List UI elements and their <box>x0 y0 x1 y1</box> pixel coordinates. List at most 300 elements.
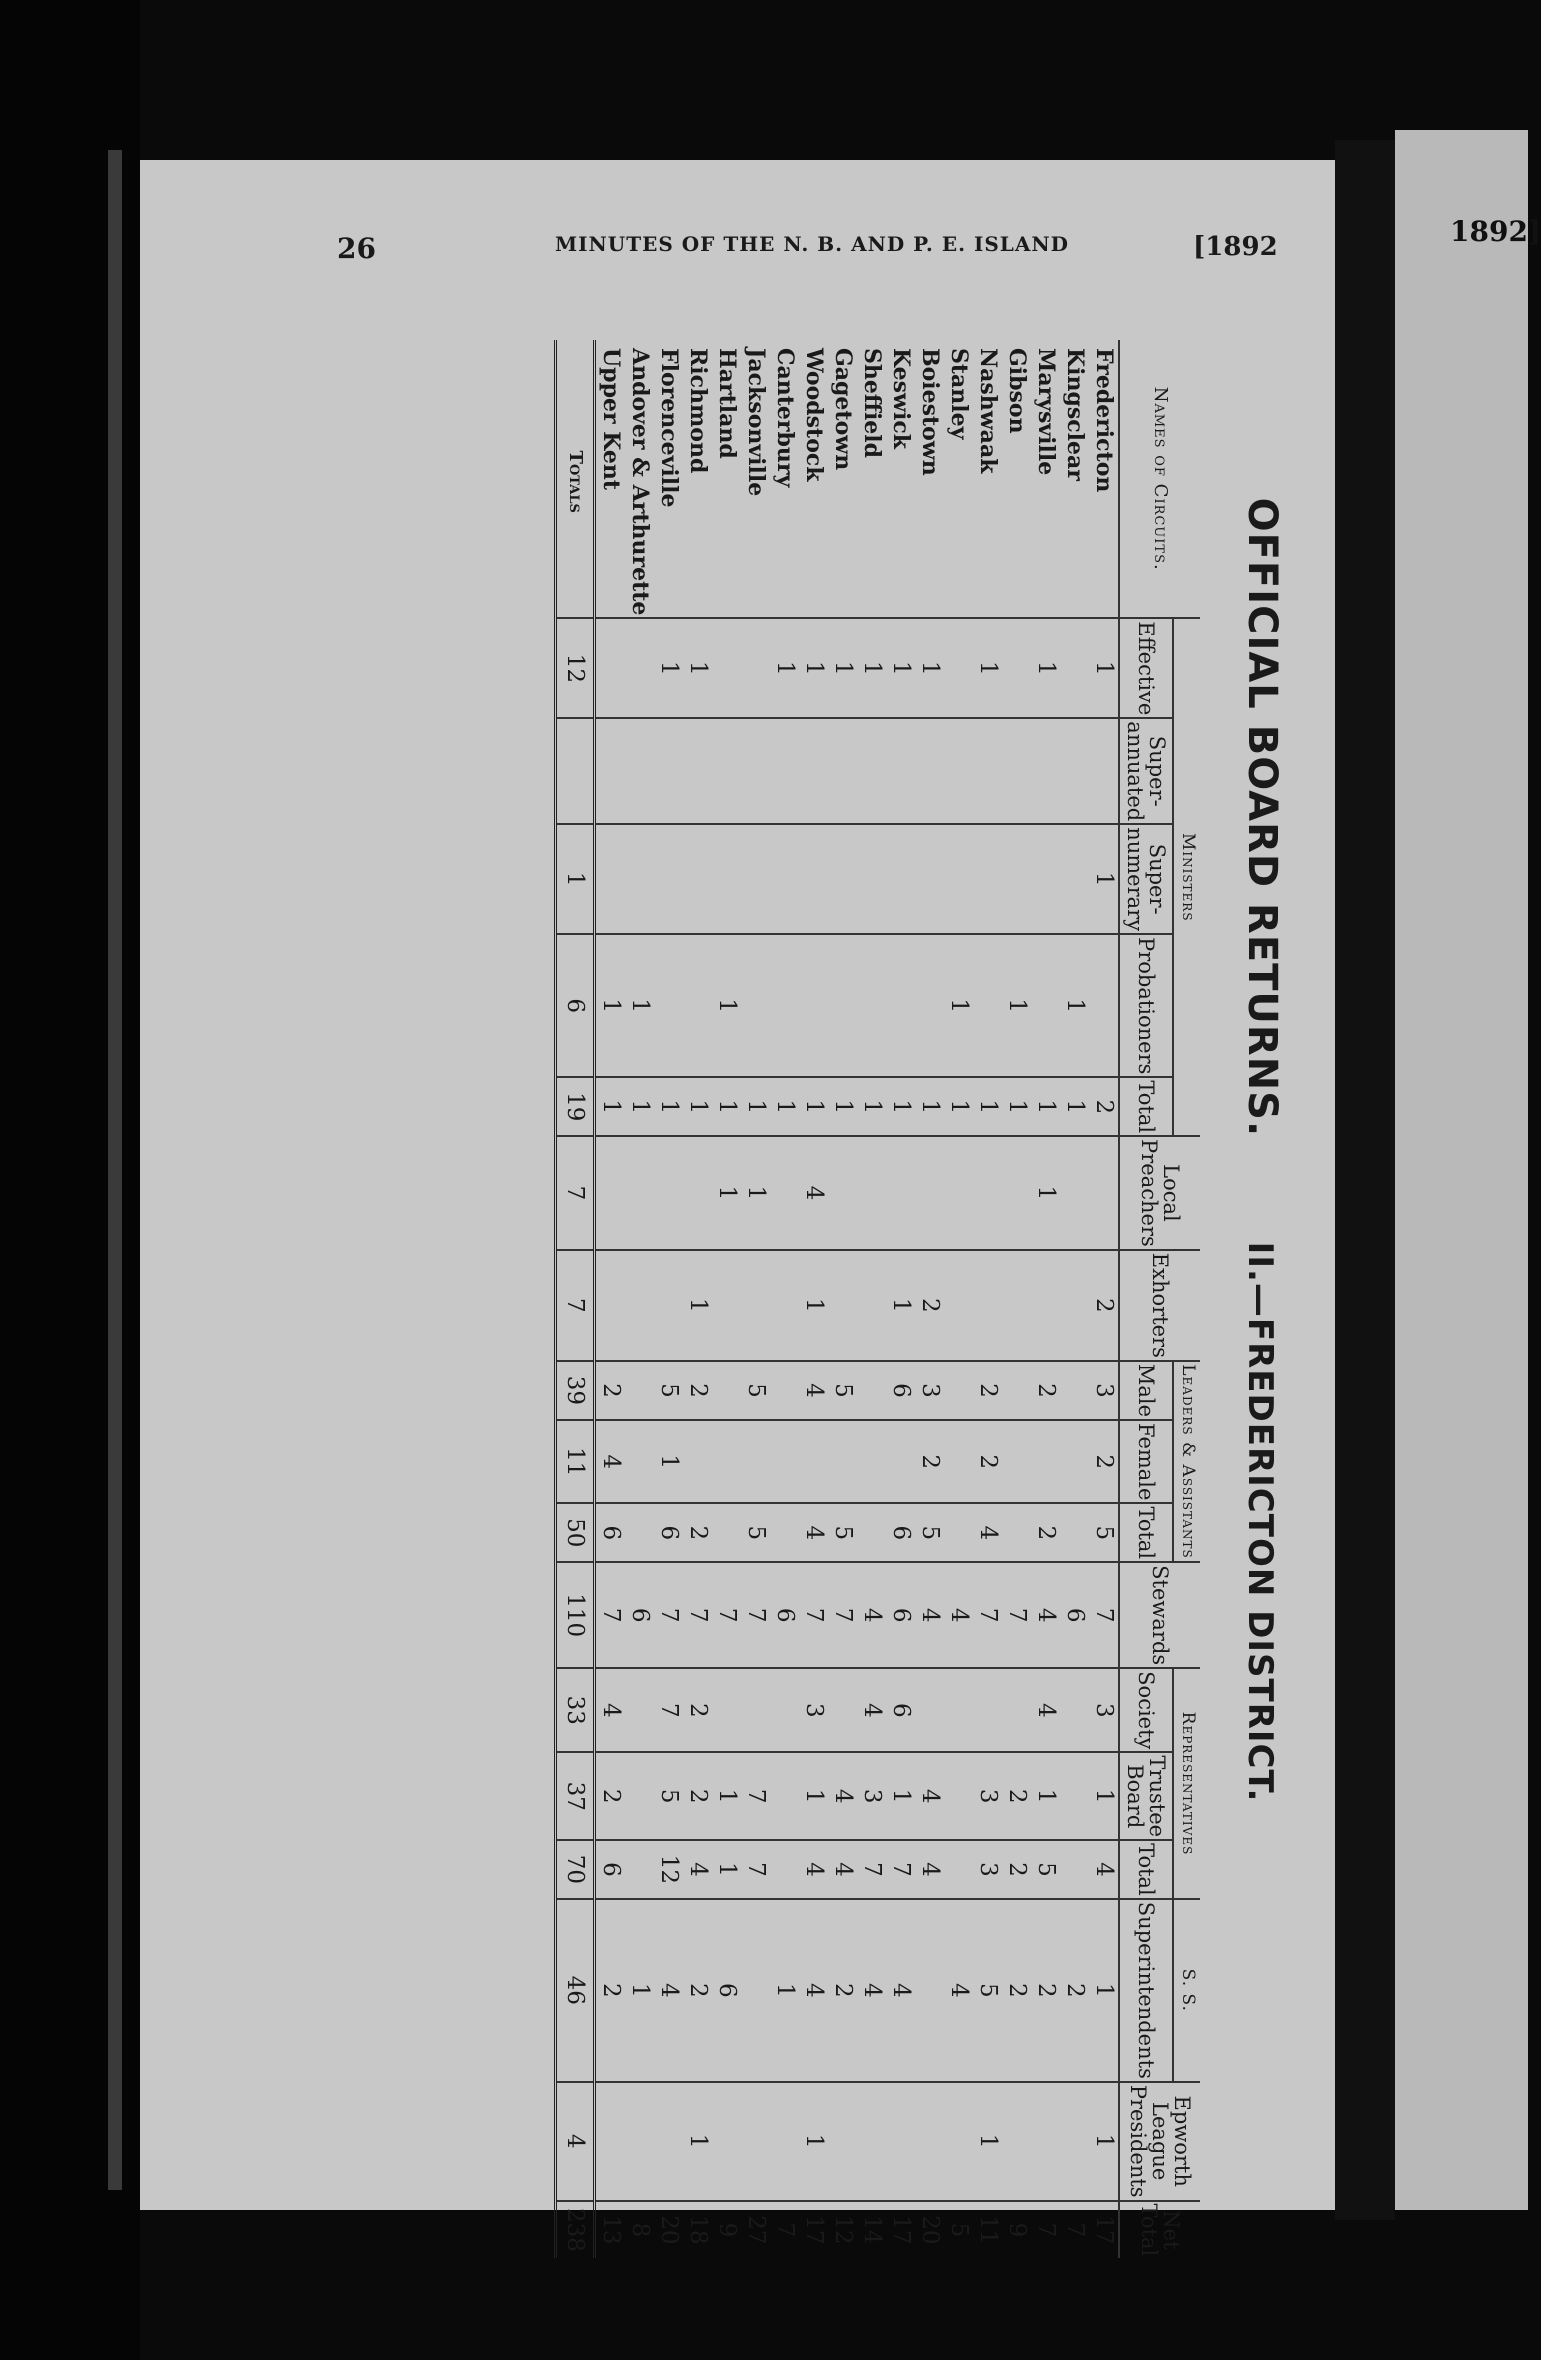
circuit-name: Stanley <box>945 348 972 440</box>
cell-ministers-total: 1 <box>857 1077 886 1136</box>
cell-superannuated <box>1002 718 1031 824</box>
cell-effective <box>1002 618 1031 718</box>
cell-male <box>944 1361 973 1420</box>
cell-exhorters <box>1031 1250 1060 1361</box>
cell-male: 2 <box>973 1361 1002 1420</box>
cell-probationers <box>857 934 886 1077</box>
cell-epworth: 1 <box>683 2082 712 2201</box>
circuit-name: Hartland <box>713 348 740 459</box>
facing-page-year: 1892] <box>1450 215 1541 248</box>
cell-rep-total: 4 <box>828 1840 857 1899</box>
cell-superintendents: 1 <box>625 1899 654 2082</box>
cell-superintendents: 5 <box>973 1899 1002 2082</box>
cell-rep-total: 7 <box>886 1840 915 1899</box>
cell-female <box>828 1420 857 1503</box>
cell-effective: 1 <box>1031 618 1060 718</box>
cell-supernumerary <box>1060 824 1089 934</box>
cell-effective: 1 <box>973 618 1002 718</box>
cell-ministers-total: 1 <box>712 1077 741 1136</box>
cell-leaders-total <box>944 1503 973 1562</box>
cell-ministers-total: 1 <box>1002 1077 1031 1136</box>
table-row <box>1089 340 1119 2258</box>
cell-probationers: 1 <box>625 934 654 1077</box>
cell-stewards: 6 <box>1060 1562 1089 1668</box>
cell-rep-total: 2 <box>1002 1840 1031 1899</box>
cell-ministers-total: 1 <box>828 1077 857 1136</box>
cell-rep-total: 12 <box>654 1840 683 1899</box>
cell-exhorters <box>1060 1250 1089 1361</box>
cell-male: 2 <box>683 1361 712 1420</box>
cell-ministers-total: 1 <box>973 1077 1002 1136</box>
cell-society: 2 <box>683 1668 712 1752</box>
cell-exhorters <box>973 1250 1002 1361</box>
trustee-board-header: Trustee Board <box>1119 1752 1173 1840</box>
cell-trustee-board: 4 <box>828 1752 857 1840</box>
cell-supernumerary <box>1002 824 1031 934</box>
cell-local-preachers: 4 <box>799 1136 828 1250</box>
circuit-name: Florenceville <box>655 348 682 508</box>
cell-rep-total: 4 <box>1089 1840 1119 1899</box>
cell-society <box>915 1668 944 1752</box>
table-row <box>857 340 886 2258</box>
cell-leaders-total: 2 <box>1031 1503 1060 1562</box>
cell-ministers-total: 1 <box>741 1077 770 1136</box>
cell-net-total: 14 <box>857 2201 886 2259</box>
total-rep-total: 70 <box>556 1840 595 1899</box>
totals-label: Totals <box>556 340 595 618</box>
cell-supernumerary <box>857 824 886 934</box>
cell-leaders-total: 2 <box>683 1503 712 1562</box>
cell-supernumerary <box>625 824 654 934</box>
cell-probationers <box>915 934 944 1077</box>
cell-supernumerary <box>799 824 828 934</box>
cell-superannuated <box>886 718 915 824</box>
cell-superannuated <box>944 718 973 824</box>
cell-local-preachers <box>1002 1136 1031 1250</box>
cell-trustee-board <box>944 1752 973 1840</box>
cell-trustee-board: 1 <box>712 1752 741 1840</box>
cell-female: 1 <box>654 1420 683 1503</box>
cell-female <box>625 1420 654 1503</box>
total-superintendents: 46 <box>556 1899 595 2082</box>
table-row <box>886 340 915 2258</box>
cell-leaders-total: 5 <box>828 1503 857 1562</box>
cell-net-total: 7 <box>770 2201 799 2259</box>
cell-trustee-board: 2 <box>1002 1752 1031 1840</box>
cell-rep-total <box>1060 1840 1089 1899</box>
cell-society <box>1002 1668 1031 1752</box>
circuit-name: Nashwaak <box>974 348 1001 474</box>
cell-superannuated <box>973 718 1002 824</box>
cell-supernumerary <box>741 824 770 934</box>
circuit-name: Andover & Arthurette <box>626 348 653 616</box>
cell-probationers <box>654 934 683 1077</box>
cell-supernumerary <box>654 824 683 934</box>
cell-superannuated <box>799 718 828 824</box>
representatives-group-header: Representatives <box>1173 1668 1200 1899</box>
cell-effective: 1 <box>828 618 857 718</box>
supernumerary-header: Super-numerary <box>1119 824 1173 934</box>
cell-local-preachers <box>595 1136 626 1250</box>
cell-society: 4 <box>595 1668 626 1752</box>
circuit-name: Gagetown <box>829 348 856 471</box>
cell-stewards: 7 <box>683 1562 712 1668</box>
ministers-total-header: Total <box>1119 1077 1173 1136</box>
cell-probationers: 1 <box>712 934 741 1077</box>
totals-row <box>556 340 595 2258</box>
cell-trustee-board: 4 <box>915 1752 944 1840</box>
circuit-name: Sheffield <box>858 348 885 459</box>
cell-society <box>770 1668 799 1752</box>
cell-society <box>1060 1668 1089 1752</box>
cell-stewards: 4 <box>915 1562 944 1668</box>
cell-effective <box>712 618 741 718</box>
total-male: 39 <box>556 1361 595 1420</box>
cell-female <box>799 1420 828 1503</box>
cell-society: 3 <box>799 1668 828 1752</box>
cell-stewards: 6 <box>886 1562 915 1668</box>
header-year: [1892 <box>1193 232 1278 262</box>
cell-superintendents: 4 <box>944 1899 973 2082</box>
cell-effective: 1 <box>654 618 683 718</box>
cell-trustee-board: 3 <box>857 1752 886 1840</box>
ministers-group-header: Ministers <box>1173 618 1200 1136</box>
book-gutter <box>1335 140 1395 2220</box>
table-body <box>556 340 1120 2258</box>
superintendents-header: Superintendents <box>1119 1899 1173 2082</box>
cell-effective <box>944 618 973 718</box>
cell-superintendents: 4 <box>857 1899 886 2082</box>
cell-rep-total <box>770 1840 799 1899</box>
cell-stewards: 6 <box>625 1562 654 1668</box>
table-row <box>741 340 770 2258</box>
female-header: Female <box>1119 1420 1173 1503</box>
total-society: 33 <box>556 1668 595 1752</box>
leaders-total-header: Total <box>1119 1503 1173 1562</box>
cell-supernumerary <box>770 824 799 934</box>
cell-net-total: 13 <box>595 2201 626 2259</box>
cell-trustee-board: 1 <box>886 1752 915 1840</box>
cell-society: 3 <box>1089 1668 1119 1752</box>
table-row <box>1002 340 1031 2258</box>
cell-superintendents: 1 <box>770 1899 799 2082</box>
cell-stewards: 7 <box>828 1562 857 1668</box>
cell-female: 2 <box>915 1420 944 1503</box>
cell-trustee-board: 2 <box>595 1752 626 1840</box>
cell-net-total: 17 <box>1089 2201 1119 2259</box>
cell-stewards: 6 <box>770 1562 799 1668</box>
cell-ministers-total: 1 <box>799 1077 828 1136</box>
cell-leaders-total: 5 <box>1089 1503 1119 1562</box>
cell-supernumerary <box>944 824 973 934</box>
cell-local-preachers: 1 <box>712 1136 741 1250</box>
cell-ministers-total: 1 <box>625 1077 654 1136</box>
table-row <box>944 340 973 2258</box>
cell-superannuated <box>654 718 683 824</box>
cell-supernumerary <box>973 824 1002 934</box>
cell-superannuated <box>1031 718 1060 824</box>
table-row <box>1060 340 1089 2258</box>
cell-rep-total: 5 <box>1031 1840 1060 1899</box>
total-stewards: 110 <box>556 1562 595 1668</box>
cell-local-preachers <box>944 1136 973 1250</box>
cell-leaders-total: 5 <box>915 1503 944 1562</box>
cell-trustee-board <box>1060 1752 1089 1840</box>
cell-stewards: 7 <box>973 1562 1002 1668</box>
total-net-total: 238 <box>556 2201 595 2259</box>
cell-male: 4 <box>799 1361 828 1420</box>
running-title: MINUTES OF THE N. B. AND P. E. ISLAND <box>555 232 1070 256</box>
rotated-table-region <box>415 300 1295 2257</box>
cell-leaders-total: 6 <box>595 1503 626 1562</box>
cell-ministers-total: 1 <box>595 1077 626 1136</box>
cell-epworth <box>654 2082 683 2201</box>
cell-female <box>1060 1420 1089 1503</box>
cell-exhorters <box>654 1250 683 1361</box>
cell-effective: 1 <box>857 618 886 718</box>
cell-ministers-total: 1 <box>944 1077 973 1136</box>
total-probationers: 6 <box>556 934 595 1077</box>
cell-net-total: 17 <box>886 2201 915 2259</box>
cell-net-total: 7 <box>1060 2201 1089 2259</box>
total-exhorters: 7 <box>556 1250 595 1361</box>
cell-society <box>625 1668 654 1752</box>
probationers-header: Probationers <box>1119 934 1173 1077</box>
cell-superannuated <box>741 718 770 824</box>
cell-stewards: 7 <box>712 1562 741 1668</box>
total-effective: 12 <box>556 618 595 718</box>
exhorters-header: Exhorters <box>1119 1250 1200 1361</box>
cell-net-total: 18 <box>683 2201 712 2259</box>
cell-exhorters <box>625 1250 654 1361</box>
cell-effective: 1 <box>915 618 944 718</box>
cell-rep-total: 7 <box>741 1840 770 1899</box>
total-ministers-total: 19 <box>556 1077 595 1136</box>
male-header: Male <box>1119 1361 1173 1420</box>
table-row <box>654 340 683 2258</box>
cell-local-preachers <box>770 1136 799 1250</box>
cell-exhorters <box>1002 1250 1031 1361</box>
cell-epworth <box>625 2082 654 2201</box>
cell-epworth <box>944 2082 973 2201</box>
epworth-header: Epworth League Presidents <box>1119 2082 1200 2201</box>
cell-epworth <box>857 2082 886 2201</box>
cell-leaders-total <box>625 1503 654 1562</box>
cell-female: 4 <box>595 1420 626 1503</box>
cell-superannuated <box>712 718 741 824</box>
cell-stewards: 7 <box>1002 1562 1031 1668</box>
cell-society: 4 <box>1031 1668 1060 1752</box>
cell-female <box>770 1420 799 1503</box>
cell-local-preachers: 1 <box>1031 1136 1060 1250</box>
names-of-circuits-header: Names of Circuits. <box>1119 340 1200 618</box>
cell-effective <box>741 618 770 718</box>
circuit-name: Canterbury <box>771 348 798 488</box>
cell-supernumerary <box>828 824 857 934</box>
cell-society: 7 <box>654 1668 683 1752</box>
cell-female <box>741 1420 770 1503</box>
cell-male <box>625 1361 654 1420</box>
cell-effective: 1 <box>886 618 915 718</box>
cell-probationers: 1 <box>1060 934 1089 1077</box>
total-trustee-board: 37 <box>556 1752 595 1840</box>
cell-trustee-board: 5 <box>654 1752 683 1840</box>
cell-probationers <box>741 934 770 1077</box>
cell-superintendents: 2 <box>595 1899 626 2082</box>
circuit-name: Jacksonville <box>742 348 769 497</box>
cell-exhorters <box>770 1250 799 1361</box>
cell-male <box>770 1361 799 1420</box>
cell-local-preachers <box>886 1136 915 1250</box>
cell-superannuated <box>770 718 799 824</box>
title-main: OFFICIAL BOARD RETURNS. <box>1239 497 1285 1138</box>
cell-effective <box>1060 618 1089 718</box>
cell-local-preachers <box>857 1136 886 1250</box>
cell-probationers <box>1031 934 1060 1077</box>
circuit-name: Marysville <box>1032 348 1059 476</box>
cell-rep-total: 6 <box>595 1840 626 1899</box>
cell-female <box>857 1420 886 1503</box>
cell-superintendents: 4 <box>799 1899 828 2082</box>
cell-male: 6 <box>886 1361 915 1420</box>
cell-ministers-total: 1 <box>770 1077 799 1136</box>
cell-epworth <box>595 2082 626 2201</box>
cell-probationers: 1 <box>595 934 626 1077</box>
cell-trustee-board: 1 <box>1031 1752 1060 1840</box>
cell-net-total: 8 <box>625 2201 654 2259</box>
circuit-name: Gibson <box>1003 348 1030 434</box>
circuit-name: Keswick <box>887 348 914 449</box>
cell-superintendents <box>915 1899 944 2082</box>
cell-ministers-total: 1 <box>1060 1077 1089 1136</box>
cell-rep-total: 1 <box>712 1840 741 1899</box>
cell-exhorters <box>944 1250 973 1361</box>
cell-supernumerary <box>915 824 944 934</box>
cell-society: 6 <box>886 1668 915 1752</box>
cell-local-preachers <box>1089 1136 1119 1250</box>
cell-society <box>741 1668 770 1752</box>
cell-superintendents: 6 <box>712 1899 741 2082</box>
cell-rep-total: 4 <box>683 1840 712 1899</box>
cell-society <box>944 1668 973 1752</box>
circuit-name: Richmond <box>684 348 711 474</box>
cell-female <box>712 1420 741 1503</box>
cell-epworth <box>712 2082 741 2201</box>
cell-probationers <box>683 934 712 1077</box>
cell-leaders-total <box>770 1503 799 1562</box>
cell-epworth <box>915 2082 944 2201</box>
table-row <box>595 340 626 2258</box>
cell-ministers-total: 1 <box>915 1077 944 1136</box>
cell-probationers <box>799 934 828 1077</box>
cell-female <box>1002 1420 1031 1503</box>
cell-superannuated <box>1060 718 1089 824</box>
cell-local-preachers <box>1060 1136 1089 1250</box>
cell-probationers <box>1089 934 1119 1077</box>
cell-female: 2 <box>973 1420 1002 1503</box>
cell-net-total: 12 <box>828 2201 857 2259</box>
cell-epworth: 1 <box>799 2082 828 2201</box>
cell-exhorters <box>741 1250 770 1361</box>
cell-local-preachers: 1 <box>741 1136 770 1250</box>
cell-supernumerary <box>712 824 741 934</box>
cell-probationers <box>828 934 857 1077</box>
cell-effective <box>595 618 626 718</box>
cell-leaders-total <box>857 1503 886 1562</box>
cell-superintendents: 2 <box>1060 1899 1089 2082</box>
cell-ministers-total: 2 <box>1089 1077 1119 1136</box>
total-supernumerary: 1 <box>556 824 595 934</box>
cell-superannuated <box>595 718 626 824</box>
total-local-preachers: 7 <box>556 1136 595 1250</box>
cell-effective: 1 <box>683 618 712 718</box>
cell-society <box>828 1668 857 1752</box>
total-superannuated <box>556 718 595 824</box>
cell-superannuated <box>857 718 886 824</box>
cell-exhorters: 2 <box>915 1250 944 1361</box>
cell-effective: 1 <box>799 618 828 718</box>
cell-probationers: 1 <box>944 934 973 1077</box>
cell-epworth <box>886 2082 915 2201</box>
cell-superintendents: 4 <box>886 1899 915 2082</box>
cell-net-total: 7 <box>1031 2201 1060 2259</box>
cell-supernumerary <box>683 824 712 934</box>
table-row <box>683 340 712 2258</box>
table-row <box>712 340 741 2258</box>
society-header: Society <box>1119 1668 1173 1752</box>
cell-exhorters: 2 <box>1089 1250 1119 1361</box>
cell-trustee-board: 2 <box>683 1752 712 1840</box>
cell-leaders-total: 6 <box>654 1503 683 1562</box>
cell-exhorters: 1 <box>886 1250 915 1361</box>
cell-ministers-total: 1 <box>654 1077 683 1136</box>
cell-superannuated <box>915 718 944 824</box>
cell-net-total: 27 <box>741 2201 770 2259</box>
cell-ministers-total: 1 <box>1031 1077 1060 1136</box>
table-row <box>770 340 799 2258</box>
table-row <box>828 340 857 2258</box>
circuit-name: Woodstock <box>800 348 827 482</box>
header-group-row <box>1173 340 1200 2258</box>
cell-epworth: 1 <box>1089 2082 1119 2201</box>
cell-superannuated <box>1089 718 1119 824</box>
cell-probationers <box>886 934 915 1077</box>
cell-stewards: 7 <box>799 1562 828 1668</box>
cell-trustee-board: 1 <box>799 1752 828 1840</box>
cell-male <box>1002 1361 1031 1420</box>
cell-stewards: 7 <box>654 1562 683 1668</box>
table-row <box>973 340 1002 2258</box>
cell-stewards: 7 <box>595 1562 626 1668</box>
cell-male: 2 <box>595 1361 626 1420</box>
cell-male <box>857 1361 886 1420</box>
cell-superintendents <box>741 1899 770 2082</box>
cell-superintendents: 2 <box>683 1899 712 2082</box>
cell-supernumerary <box>1031 824 1060 934</box>
cell-female <box>886 1420 915 1503</box>
total-female: 11 <box>556 1420 595 1503</box>
cell-exhorters <box>857 1250 886 1361</box>
cell-epworth <box>1060 2082 1089 2201</box>
cell-probationers <box>770 934 799 1077</box>
cell-effective: 1 <box>770 618 799 718</box>
official-board-table <box>554 340 1200 2258</box>
cell-net-total: 20 <box>915 2201 944 2259</box>
cell-male: 3 <box>915 1361 944 1420</box>
cell-trustee-board <box>625 1752 654 1840</box>
cell-epworth <box>1002 2082 1031 2201</box>
cell-superannuated <box>625 718 654 824</box>
